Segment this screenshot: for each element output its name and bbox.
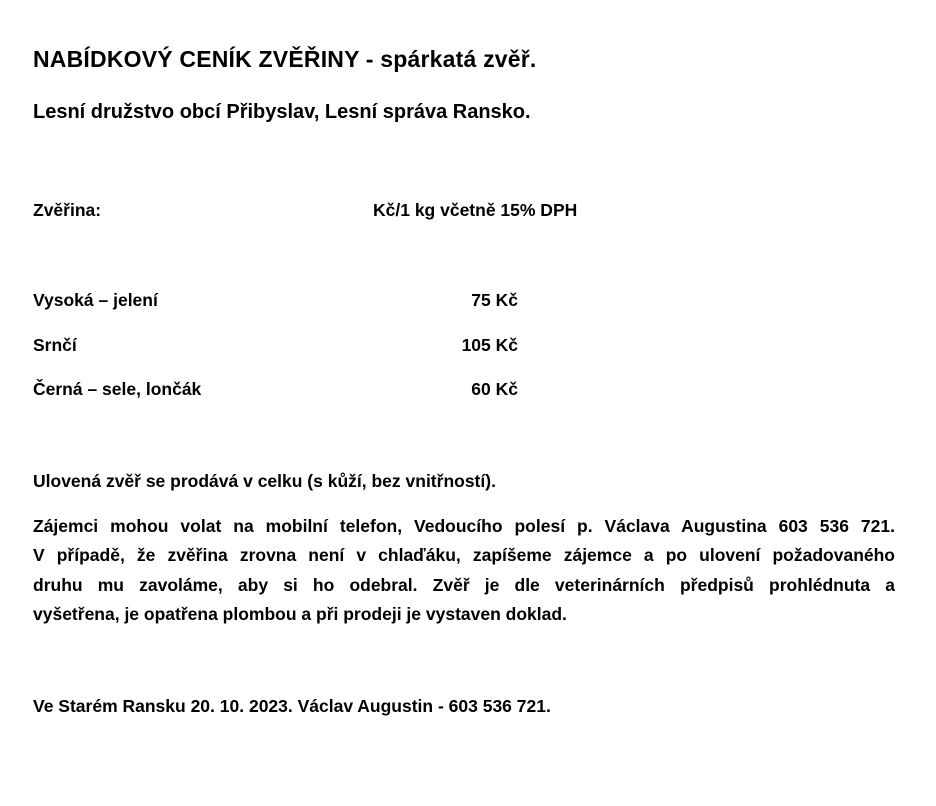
contact-line: druhu mu zavoláme, aby si ho odebral. Zvěř je dle veterinárních předpisů prohlédnuta a xyxy=(33,574,895,595)
contact-line: V případě, že zvěřina zrovna není v chlaďáku, zapíšeme zájemce a po ulovení požadovaného xyxy=(33,545,895,566)
price-row-name-roe-deer: Srnčí xyxy=(33,335,77,355)
column-label-venison: Zvěřina: xyxy=(33,200,102,220)
document-subtitle: Lesní družstvo obcí Přibyslav, Lesní správa Ransko. xyxy=(33,101,531,123)
document-title: NABÍDKOVÝ CENÍK ZVĚŘINY - spárkatá zvěř. xyxy=(33,46,537,72)
contact-line: vyšetřena, je opatřena plombou a při prodeji je vystaven doklad. xyxy=(33,603,567,624)
contact-paragraph xyxy=(33,512,895,629)
price-row-value-red-deer: 75 Kč xyxy=(471,290,518,310)
price-row-value-wild-boar: 60 Kč xyxy=(471,379,518,399)
price-row-value-roe-deer: 105 Kč xyxy=(461,335,518,355)
signature-line: Ve Starém Ransku 20. 10. 2023. Václav Augustin - 603 536 721. xyxy=(33,696,551,716)
price-row-name-wild-boar: Černá – sele, lončák xyxy=(33,379,202,399)
price-row-name-red-deer: Vysoká – jelení xyxy=(33,290,158,310)
sale-condition-note: Ulovená zvěř se prodává v celku (s kůží, bez vnitřností). xyxy=(33,471,496,491)
contact-line: Zájemci mohou volat na mobilní telefon, Vedoucího polesí p. Václava Augustina 603 536 721. xyxy=(33,516,895,536)
column-label-price: Kč/1 kg včetně 15% DPH xyxy=(373,200,578,220)
